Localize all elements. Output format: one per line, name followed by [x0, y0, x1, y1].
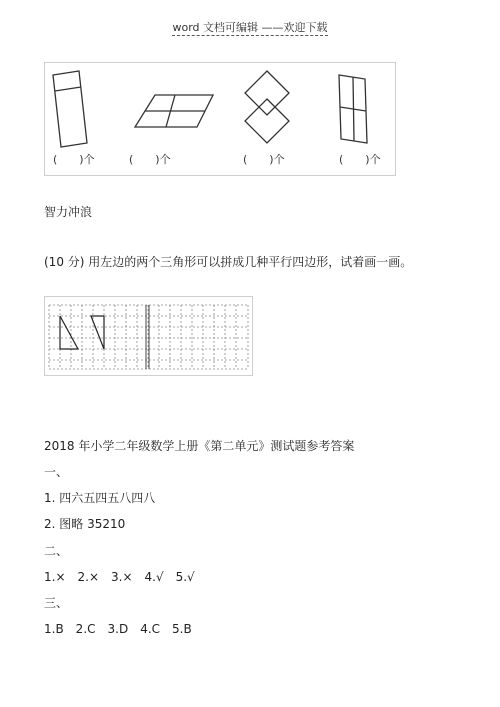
answers-part3-label: 三、 [44, 596, 69, 610]
figure1-caption: ( )个 [53, 153, 95, 166]
drawing-grid [45, 297, 252, 375]
drawing-grid-panel [44, 296, 253, 376]
left-triangle-1 [60, 316, 78, 349]
answers-title: 2018 年小学二年级数学上册《第二单元》测试题参考答案 [44, 439, 355, 453]
question-text: (10 分) 用左边的两个三角形可以拼成几种平行四边形，试着画一画。 [44, 255, 413, 269]
figure3-caption: ( )个 [243, 153, 285, 166]
figure1-parallelogram [53, 71, 87, 147]
answers-part1-label: 一、 [44, 465, 69, 479]
figure4-caption: ( )个 [339, 153, 381, 166]
figure3-upper-rhombus [245, 71, 289, 115]
shape-figures-panel [44, 62, 396, 176]
answers-part3-items: 1.B 2.C 3.D 4.C 5.B [44, 622, 192, 636]
header-text: word 文档可编辑 ——欢迎下载 [172, 21, 328, 34]
answers-part2-label: 二、 [44, 544, 69, 558]
answers-part2-items: 1.× 2.× 3.× 4.√ 5.√ [44, 570, 195, 584]
left-triangle-2 [91, 316, 104, 349]
figure3-lower-rhombus [245, 99, 289, 143]
page-header [0, 19, 500, 35]
section-title: 智力冲浪 [44, 205, 93, 219]
figure1-divider [55, 87, 81, 91]
answer-2: 2. 图略 35210 [44, 517, 126, 531]
figure2-caption: ( )个 [129, 153, 171, 166]
answer-1: 1. 四六五四五八四八 [44, 491, 156, 505]
